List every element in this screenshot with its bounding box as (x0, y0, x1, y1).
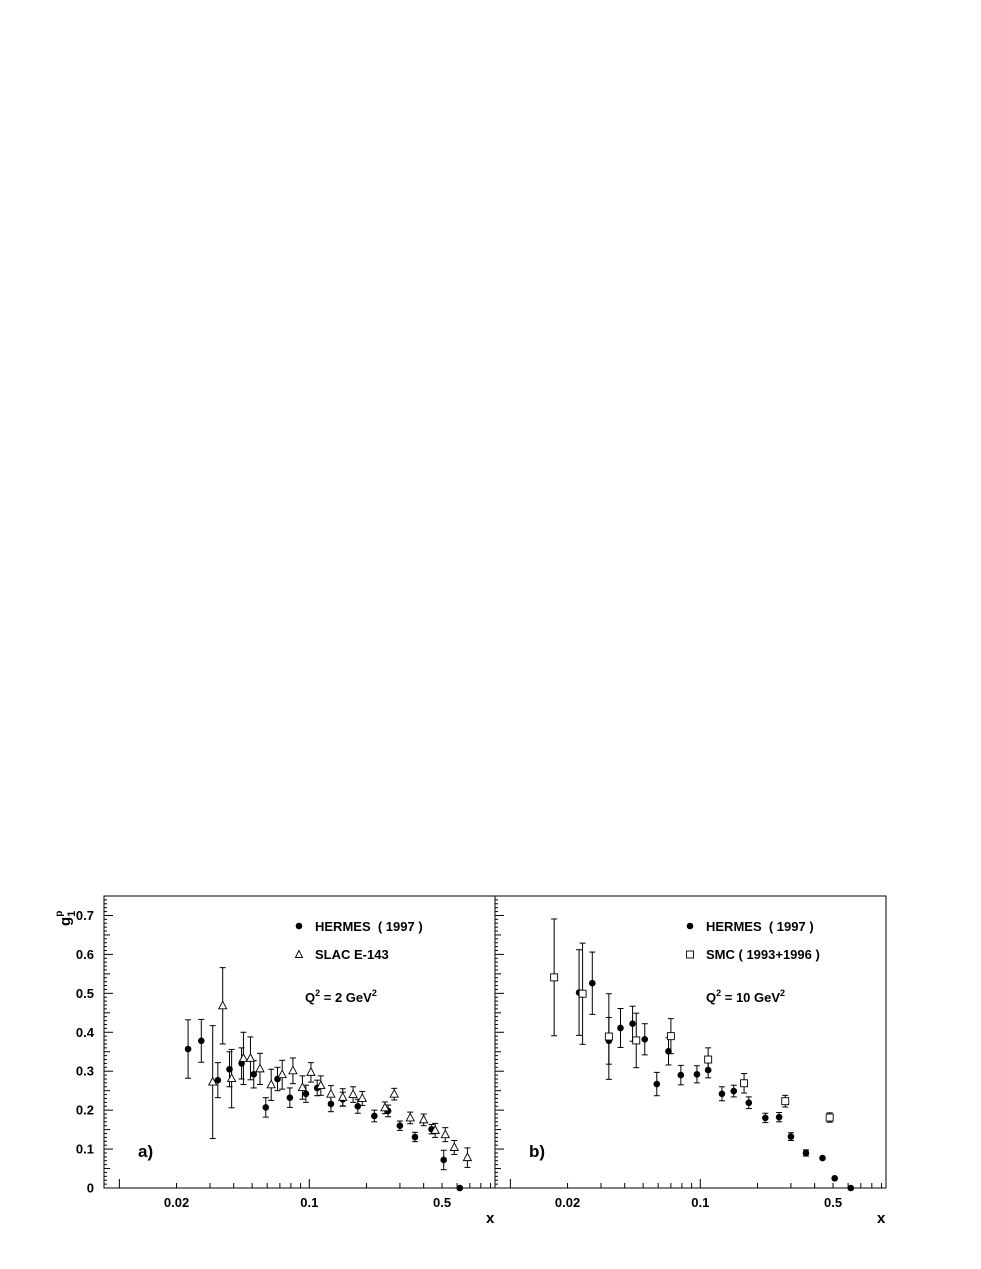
slac-point (256, 1064, 264, 1072)
hermes-point (788, 1133, 795, 1140)
panel-a-q2-annotation: $Q^2 = 2$ GeV$^2$ (305, 988, 377, 1005)
legend-slac-marker (296, 951, 303, 958)
panel-a (76, 896, 495, 1227)
slac-point (358, 1094, 366, 1102)
hermes-point (641, 1036, 648, 1043)
smc-point (579, 990, 586, 997)
hermes-point (354, 1103, 361, 1110)
panel-a-label: a) (138, 1142, 154, 1161)
panel-a-ticks (76, 896, 491, 1210)
panel-b-x-axis-label: x (877, 1210, 886, 1227)
smc-point (633, 1037, 640, 1044)
legend-slac-label: SLAC E-143 (315, 947, 389, 962)
x-tick-label: 0.5 (433, 1195, 452, 1210)
legend-smc-marker (687, 951, 694, 958)
legend-hermes-label: HERMES ( 1997 ) (315, 919, 423, 934)
slac-point (278, 1070, 286, 1078)
hermes-point (776, 1114, 783, 1121)
slac-point (228, 1074, 236, 1082)
hermes-point (440, 1157, 447, 1164)
y-tick-label: 0.5 (75, 985, 94, 1001)
y-tick-label: 0.6 (75, 946, 94, 962)
panel-b-legend (687, 919, 820, 962)
y-tick-label: 0.7 (75, 907, 94, 923)
slac-point (267, 1080, 275, 1088)
slac-point (239, 1054, 247, 1062)
smc-point (741, 1080, 748, 1087)
smc-point (667, 1033, 674, 1040)
slac-point (219, 1001, 227, 1009)
x-tick-label: 0.1 (691, 1195, 710, 1210)
hermes-point (371, 1113, 378, 1120)
slac-point (441, 1130, 449, 1138)
y-tick-label: 0.3 (75, 1063, 94, 1079)
hermes-point (412, 1134, 419, 1141)
hermes-point (198, 1038, 205, 1045)
x-tick-label: 0.1 (300, 1195, 319, 1210)
hermes-point (847, 1185, 854, 1192)
hermes-point (819, 1155, 826, 1162)
x-tick-label: 0.02 (163, 1195, 190, 1210)
panel-b (495, 896, 886, 1227)
y-tick-label: 0.4 (75, 1024, 94, 1040)
slac-point (339, 1093, 347, 1101)
smc-point (551, 974, 558, 981)
panel-b-ticks (495, 896, 882, 1210)
smc-point (782, 1098, 789, 1105)
panel-a-x-axis-label: x (486, 1210, 495, 1227)
slac-point (289, 1066, 297, 1074)
smc-point (605, 1033, 612, 1040)
hermes-point (262, 1104, 269, 1111)
hermes-point (719, 1090, 726, 1097)
slac-point (307, 1068, 315, 1076)
hermes-point (678, 1072, 685, 1079)
slac-point (390, 1090, 398, 1098)
slac-point (463, 1153, 471, 1161)
slac-point (420, 1115, 428, 1123)
slac-point (406, 1113, 414, 1121)
y-tick-label: 0.1 (75, 1141, 94, 1157)
y-axis-label: $g_1p$ (54, 910, 78, 926)
slac-point (298, 1083, 306, 1091)
smc-point (705, 1056, 712, 1063)
slac-point (349, 1090, 357, 1098)
hermes-point (589, 980, 596, 987)
hermes-point (694, 1071, 701, 1078)
panel-a-frame (104, 896, 495, 1188)
hermes-point (831, 1175, 838, 1182)
slac-point (246, 1054, 254, 1062)
hermes-point (303, 1090, 310, 1097)
slac-point (327, 1090, 335, 1098)
hermes-point (653, 1081, 660, 1088)
y-tick-label: 0.2 (75, 1102, 94, 1118)
smc-point (826, 1114, 833, 1121)
panel-b-label: b) (529, 1142, 546, 1161)
legend-hermes-label: HERMES ( 1997 ) (706, 919, 814, 934)
hermes-point (617, 1025, 624, 1032)
hermes-point (745, 1099, 752, 1106)
legend-smc-label: SMC ( 1993+1996 ) (706, 947, 820, 962)
panel-b-q2-annotation: $Q^2 = 10$ GeV$^2$ (706, 988, 786, 1005)
y-tick-label: 0 (86, 1180, 94, 1196)
hermes-point (185, 1046, 192, 1053)
hermes-point (456, 1185, 463, 1192)
x-tick-label: 0.5 (824, 1195, 843, 1210)
hermes-point (803, 1150, 810, 1157)
panel-a-legend (296, 919, 423, 962)
hermes-point (762, 1115, 769, 1122)
hermes-point (397, 1122, 404, 1129)
legend-hermes-marker (296, 923, 303, 930)
slac-point (450, 1143, 458, 1151)
x-tick-label: 0.02 (554, 1195, 581, 1210)
hermes-point (629, 1020, 636, 1027)
legend-hermes-marker (687, 923, 694, 930)
hermes-point (730, 1088, 737, 1095)
hermes-point (287, 1094, 294, 1101)
